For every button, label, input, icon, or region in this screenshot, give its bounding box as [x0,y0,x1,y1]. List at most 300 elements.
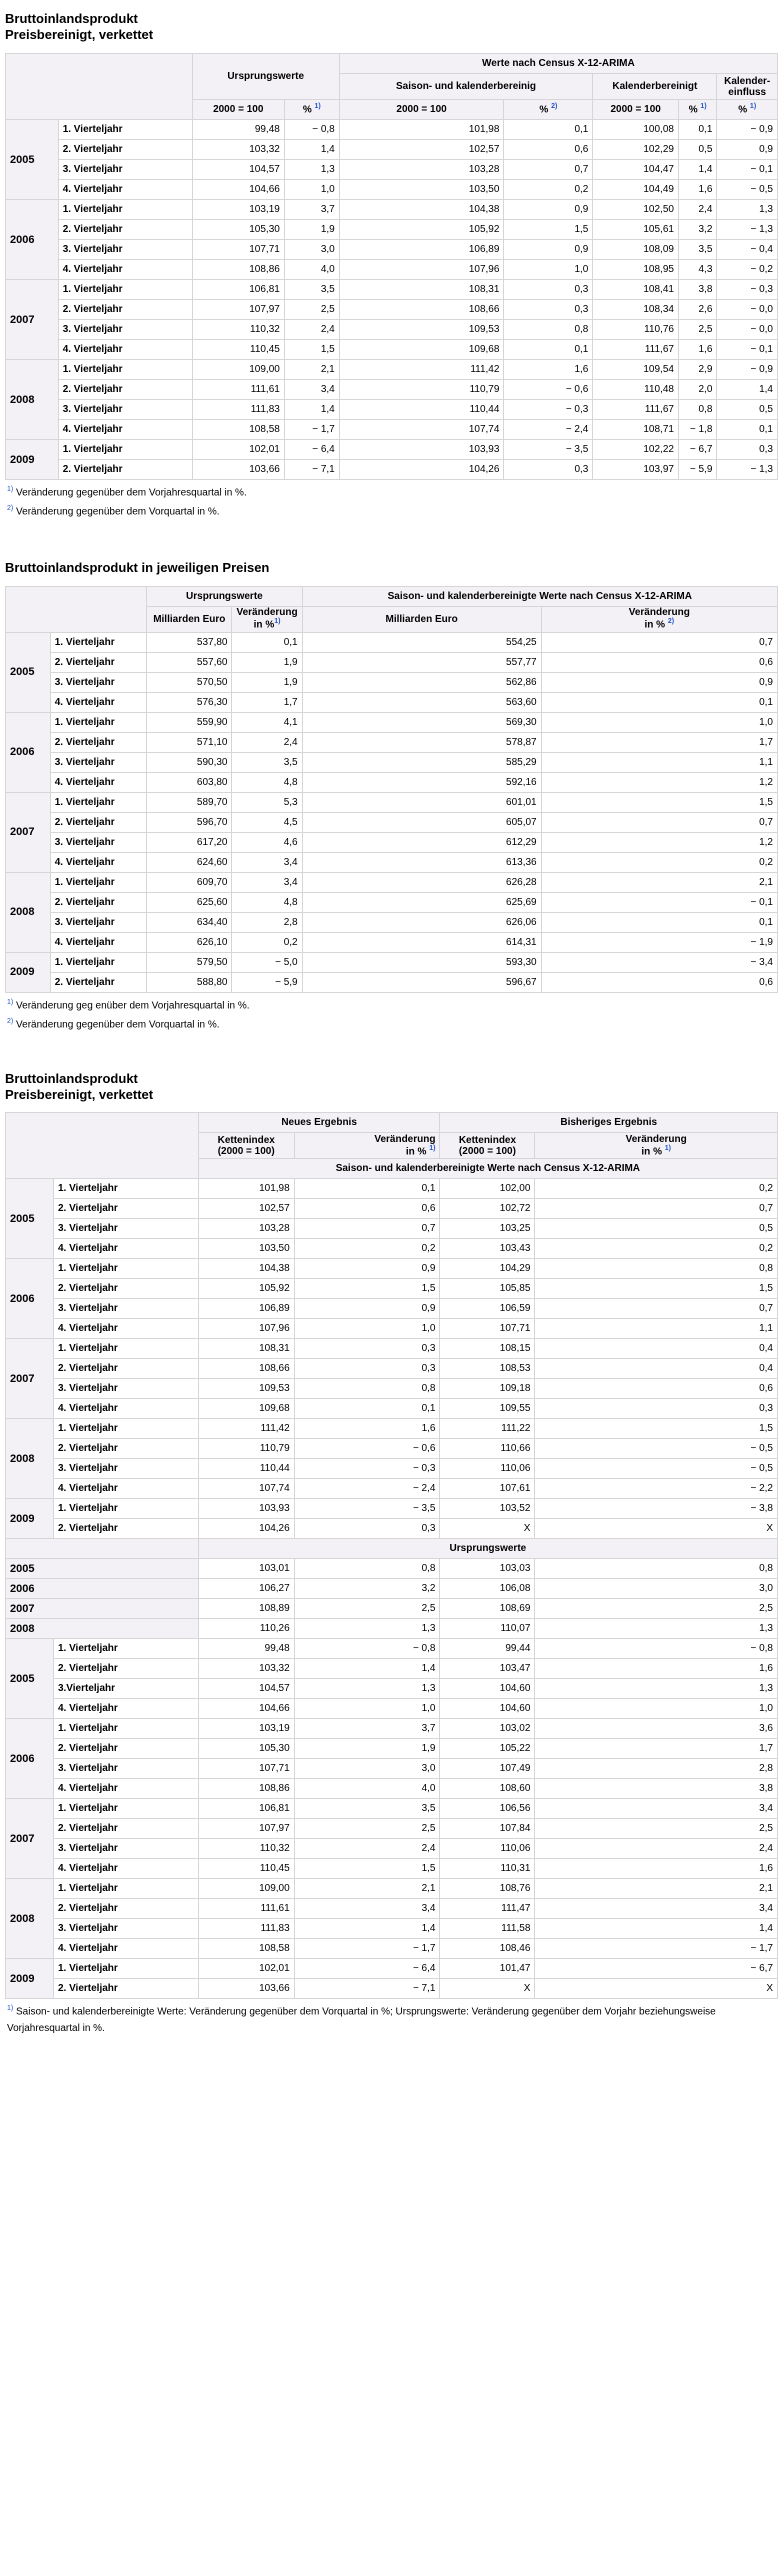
quarter-label: 2. Vierteljahr [53,1519,198,1539]
ursprung-mrd-cell: 588,80 [147,972,232,992]
neu-index-cell: 106,27 [198,1579,294,1599]
table-row [6,1619,778,1639]
quarter-label: 1. Vierteljahr [58,360,192,380]
ursprung-pct-cell: 1,7 [232,692,302,712]
bisher-index-cell: 107,71 [440,1319,535,1339]
unit-pct: % $^{1)}$ [678,100,716,120]
ursprung-mrd-cell: 570,50 [147,672,232,692]
kalender-pct-cell: 2,6 [678,300,716,320]
year-cell: 2009 [6,1959,54,1999]
neu-pct-cell: 3,4 [294,1899,440,1919]
table-row [6,932,778,952]
year-cell: 2005 [6,1639,54,1719]
neu-pct-cell: 2,4 [294,1839,440,1859]
quarter-label: 2. Vierteljahr [58,380,192,400]
neu-pct-cell: 4,0 [294,1779,440,1799]
kalender-pct-cell: 3,8 [678,280,716,300]
neu-pct-cell: 1,0 [294,1699,440,1719]
saison-index-cell: 110,44 [339,400,504,420]
year-cell: 2007 [6,280,59,360]
neu-index-cell: 110,79 [198,1439,294,1459]
kalender-index-cell: 110,48 [593,380,679,400]
table-row [6,792,778,812]
bisher-pct-cell: 2,8 [535,1759,778,1779]
kalender-index-cell: 108,41 [593,280,679,300]
kalender-index-cell: 105,61 [593,220,679,240]
year-cell: 2005 [6,1179,54,1259]
quarter-label: 4. Vierteljahr [53,1939,198,1959]
quarter-label: 3. Vierteljahr [50,912,146,932]
table-row [6,1599,778,1619]
kalender-pct-cell: 0,8 [678,400,716,420]
neu-index-cell: 103,28 [198,1219,294,1239]
table3-header-veraenderung: Veränderung in % $^{1)}$ [535,1133,778,1159]
neu-pct-cell: 1,4 [294,1659,440,1679]
bisher-index-cell: 108,46 [440,1939,535,1959]
neu-pct-cell: 1,9 [294,1739,440,1759]
bisher-pct-cell: − 2,2 [535,1479,778,1499]
quarter-label: 4. Vierteljahr [53,1319,198,1339]
neu-pct-cell: 0,3 [294,1519,440,1539]
table-row [6,1679,778,1699]
neu-index-cell: 99,48 [198,1639,294,1659]
quarter-label: 1. Vierteljahr [50,632,146,652]
bisher-pct-cell: 0,7 [535,1199,778,1219]
quarter-label: 2. Vierteljahr [50,652,146,672]
table-row [6,400,778,420]
kalender-index-cell: 111,67 [593,400,679,420]
year-cell: 2005 [6,632,51,712]
ursprung-mrd-cell: 557,60 [147,652,232,672]
year-cell: 2006 [6,1259,54,1339]
quarter-label: 3. Vierteljahr [58,400,192,420]
ursprung-pct-cell: 1,9 [284,220,339,240]
saison-index-cell: 102,57 [339,140,504,160]
saison-pct-cell: 0,1 [541,912,777,932]
bisher-index-cell: 103,43 [440,1239,535,1259]
quarter-label: 1. Vierteljahr [53,1959,198,1979]
table-row [6,240,778,260]
table-row [6,1199,778,1219]
table3-header-neu: Neues Ergebnis [198,1113,440,1133]
kalender-index-cell: 109,54 [593,360,679,380]
saison-pct-cell: 0,2 [541,852,777,872]
bisher-pct-cell: 0,4 [535,1359,778,1379]
quarter-label: 3. Vierteljahr [50,832,146,852]
saison-pct-cell: 1,5 [541,792,777,812]
table3-footnote-1: $^{1)}$ Saison- und kalenderbereinigte Werte: Veränderung gegenüber dem Vorquartal in %; Ursprungswerte: Veränderung gegenüber dem Vorjahr beziehungsweise Vorjahresquartal in %. [7,2005,716,2034]
table-row [6,260,778,280]
saison-mrd-cell: 585,29 [302,752,541,772]
kalender-pct-cell: 0,5 [678,140,716,160]
table1-footnote-1: $^{1)}$ Veränderung gegenüber dem Vorjahresquartal in %. [7,486,247,499]
quarter-label: 4. Vierteljahr [58,340,192,360]
kalender-index-cell: 108,09 [593,240,679,260]
table3-header-veraenderung: Veränderung in % $^{1)}$ [294,1133,440,1159]
neu-pct-cell: 1,6 [294,1419,440,1439]
bisher-index-cell: 101,47 [440,1959,535,1979]
quarter-label: 1. Vierteljahr [53,1419,198,1439]
ursprung-index-cell: 103,32 [192,140,284,160]
table-row [6,1399,778,1419]
year-cell: 2008 [6,872,51,952]
kalender-index-cell: 102,29 [593,140,679,160]
quarter-label: 1. Vierteljahr [58,200,192,220]
bisher-index-cell: 106,08 [440,1579,535,1599]
bisher-index-cell: 108,60 [440,1779,535,1799]
ursprung-pct-cell: 1,4 [284,140,339,160]
ursprung-pct-cell: 1,3 [284,160,339,180]
year-cell: 2006 [6,200,59,280]
neu-pct-cell: 2,5 [294,1599,440,1619]
ursprung-mrd-cell: 617,20 [147,832,232,852]
saison-mrd-cell: 596,67 [302,972,541,992]
ursprung-mrd-cell: 603,80 [147,772,232,792]
table2-header-veraenderung: Veränderung in % $^{2)}$ [541,606,777,632]
neu-pct-cell: 0,1 [294,1399,440,1419]
ursprung-index-cell: 107,97 [192,300,284,320]
quarter-label: 2. Vierteljahr [53,1659,198,1679]
saison-pct-cell: 1,0 [541,712,777,732]
ursprung-pct-cell: 5,3 [232,792,302,812]
bisher-pct-cell: 0,7 [535,1299,778,1319]
year-cell: 2008 [6,1879,54,1959]
saison-pct-cell: 2,1 [541,872,777,892]
bisher-pct-cell: 1,3 [535,1619,778,1639]
table1-header-census: Werte nach Census X-12-ARIMA [339,54,777,74]
bisher-index-cell: 102,72 [440,1199,535,1219]
table2-title: Bruttoinlandsprodukt in jeweiligen Preisen [5,559,270,575]
saison-pct-cell: 0,6 [504,140,593,160]
section-row [6,1539,778,1559]
table1-header-kalendereinfluss: Kalender- einfluss [717,74,778,100]
year-cell: 2007 [6,1339,54,1419]
saison-mrd-cell: 563,60 [302,692,541,712]
quarter-label: 2. Vierteljahr [53,1739,198,1759]
quarter-label: 3. Vierteljahr [53,1759,198,1779]
neu-pct-cell: 2,5 [294,1819,440,1839]
bisher-index-cell: 109,55 [440,1399,535,1419]
ursprung-index-cell: 102,01 [192,440,284,460]
table-row [6,1759,778,1779]
bisher-pct-cell: 0,6 [535,1379,778,1399]
bisher-index-cell: 103,25 [440,1219,535,1239]
unit-pct: % $^{1)}$ [284,100,339,120]
neu-index-cell: 111,83 [198,1919,294,1939]
ursprung-index-cell: 104,57 [192,160,284,180]
table-row [6,420,778,440]
ursprung-pct-cell: 0,2 [232,932,302,952]
bisher-pct-cell: 1,6 [535,1659,778,1679]
quarter-label: 3. Vierteljahr [53,1839,198,1859]
bisher-index-cell: 107,49 [440,1759,535,1779]
table2-header-milliarden: Milliarden Euro [302,606,541,632]
neu-index-cell: 105,92 [198,1279,294,1299]
bisher-pct-cell: 1,5 [535,1419,778,1439]
table-row [6,1879,778,1899]
table-row [6,1479,778,1499]
neu-index-cell: 110,32 [198,1839,294,1859]
table1-footnote-2: $^{2)}$ Veränderung gegenüber dem Vorquartal in %. [7,505,220,518]
neu-pct-cell: 0,8 [294,1379,440,1399]
quarter-label: 2. Vierteljahr [50,972,146,992]
table-row [6,1699,778,1719]
unit-pct: % $^{2)}$ [504,100,593,120]
saison-pct-cell: − 1,9 [541,932,777,952]
kalendereinfluss-cell: 1,3 [717,200,778,220]
saison-index-cell: 101,98 [339,120,504,140]
quarter-label: 1. Vierteljahr [50,872,146,892]
ursprung-mrd-cell: 537,80 [147,632,232,652]
quarter-label: 2. Vierteljahr [50,812,146,832]
table-row [6,1179,778,1199]
year-cell: 2006 [6,712,51,792]
bisher-pct-cell: 3,0 [535,1579,778,1599]
bisher-index-cell: 110,07 [440,1619,535,1639]
neu-index-cell: 109,53 [198,1379,294,1399]
ursprung-pct-cell: 4,1 [232,712,302,732]
saison-index-cell: 106,89 [339,240,504,260]
bisher-pct-cell: − 0,8 [535,1639,778,1659]
table1-subtitle: Preisbereinigt, verkettet [5,27,154,42]
bisher-index-cell: 108,53 [440,1359,535,1379]
ursprung-index-cell: 111,83 [192,400,284,420]
quarter-label: 3.Vierteljahr [53,1679,198,1699]
saison-pct-cell: 0,3 [504,300,593,320]
year-cell: 2006 [6,1719,54,1799]
table-row [6,1519,778,1539]
table1-header-ursprungswerte: Ursprungswerte [192,54,339,100]
quarter-label: 3. Vierteljahr [53,1219,198,1239]
year-cell: 2008 [6,1419,54,1499]
bisher-index-cell: 110,66 [440,1439,535,1459]
table-row [6,460,778,480]
table-row [6,832,778,852]
quarter-label: 4. Vierteljahr [53,1479,198,1499]
quarter-label: 2. Vierteljahr [50,892,146,912]
saison-index-cell: 111,42 [339,360,504,380]
kalender-index-cell: 110,76 [593,320,679,340]
ursprung-pct-cell: − 6,4 [284,440,339,460]
bisher-pct-cell: 0,8 [535,1559,778,1579]
quarter-label: 4. Vierteljahr [53,1859,198,1879]
kalender-pct-cell: − 5,9 [678,460,716,480]
saison-index-cell: 105,92 [339,220,504,240]
neu-index-cell: 108,86 [198,1779,294,1799]
neu-index-cell: 110,26 [198,1619,294,1639]
bisher-index-cell: 108,69 [440,1599,535,1619]
bisher-pct-cell: 3,4 [535,1899,778,1919]
quarter-label: 1. Vierteljahr [58,120,192,140]
quarter-label: 1. Vierteljahr [53,1179,198,1199]
neu-pct-cell: − 6,4 [294,1959,440,1979]
bisher-pct-cell: 1,5 [535,1279,778,1299]
saison-pct-cell: 1,6 [504,360,593,380]
ursprung-pct-cell: 2,5 [284,300,339,320]
neu-pct-cell: 3,7 [294,1719,440,1739]
table-row [6,1219,778,1239]
table-row [6,1459,778,1479]
bisher-index-cell: 103,47 [440,1659,535,1679]
saison-mrd-cell: 626,06 [302,912,541,932]
neu-pct-cell: 0,9 [294,1299,440,1319]
bisher-pct-cell: X [535,1519,778,1539]
bisher-pct-cell: 1,0 [535,1699,778,1719]
saison-mrd-cell: 614,31 [302,932,541,952]
saison-index-cell: 107,74 [339,420,504,440]
saison-index-cell: 110,79 [339,380,504,400]
table-row [6,280,778,300]
table-row [6,1639,778,1659]
saison-index-cell: 108,66 [339,300,504,320]
year-cell: 2007 [6,792,51,872]
table-row [6,1919,778,1939]
bisher-pct-cell: 3,8 [535,1779,778,1799]
saison-pct-cell: 1,7 [541,732,777,752]
table2-footnote-1: $^{1)}$ Veränderung geg enüber dem Vorjahresquartal in %. [7,998,250,1011]
table-row [6,672,778,692]
unit-index: 2000 = 100 [593,100,679,120]
saison-pct-cell: 0,9 [541,672,777,692]
saison-index-cell: 109,68 [339,340,504,360]
quarter-label: 1. Vierteljahr [50,952,146,972]
neu-pct-cell: 3,5 [294,1799,440,1819]
saison-pct-cell: − 0,6 [504,380,593,400]
bisher-pct-cell: 2,1 [535,1879,778,1899]
table-row [6,1499,778,1519]
neu-index-cell: 107,96 [198,1319,294,1339]
bisher-index-cell: 103,02 [440,1719,535,1739]
kalender-index-cell: 111,67 [593,340,679,360]
table1-real-gdp [5,53,778,480]
neu-pct-cell: − 7,1 [294,1979,440,1999]
bisher-index-cell: X [440,1519,535,1539]
quarter-label: 2. Vierteljahr [53,1279,198,1299]
bisher-pct-cell: 2,5 [535,1819,778,1839]
ursprung-pct-cell: 3,4 [232,852,302,872]
table-row [6,120,778,140]
year-cell: 2005 [6,120,59,200]
saison-pct-cell: 0,6 [541,972,777,992]
neu-index-cell: 111,42 [198,1419,294,1439]
bisher-pct-cell: 3,6 [535,1719,778,1739]
saison-pct-cell: 1,2 [541,772,777,792]
kalender-index-cell: 103,97 [593,460,679,480]
quarter-label: 2. Vierteljahr [58,300,192,320]
quarter-label: 4. Vierteljahr [58,420,192,440]
neu-index-cell: 108,31 [198,1339,294,1359]
ursprung-index-cell: 99,48 [192,120,284,140]
table2-header-milliarden: Milliarden Euro [147,606,232,632]
ursprung-pct-cell: 3,5 [232,752,302,772]
neu-index-cell: 108,66 [198,1359,294,1379]
neu-pct-cell: 3,0 [294,1759,440,1779]
table-row [6,1719,778,1739]
neu-pct-cell: 0,7 [294,1219,440,1239]
ursprung-mrd-cell: 571,10 [147,732,232,752]
saison-pct-cell: 0,9 [504,240,593,260]
table2-nominal-gdp [5,586,778,993]
ursprung-pct-cell: − 1,7 [284,420,339,440]
table-row [6,1279,778,1299]
table-row [6,1339,778,1359]
bisher-pct-cell: X [535,1979,778,1999]
quarter-label: 3. Vierteljahr [58,160,192,180]
table3-section-ursprungswerte: Ursprungswerte [198,1539,777,1559]
bisher-index-cell: 104,60 [440,1679,535,1699]
neu-index-cell: 107,97 [198,1819,294,1839]
year-cell: 2009 [6,440,59,480]
quarter-label: 2. Vierteljahr [58,140,192,160]
kalendereinfluss-cell: 0,5 [717,400,778,420]
bisher-index-cell: 102,00 [440,1179,535,1199]
kalendereinfluss-cell: 1,4 [717,380,778,400]
quarter-label: 3. Vierteljahr [53,1459,198,1479]
bisher-index-cell: 103,03 [440,1559,535,1579]
bisher-pct-cell: 1,3 [535,1679,778,1699]
saison-pct-cell: 0,2 [504,180,593,200]
unit-index: 2000 = 100 [192,100,284,120]
saison-pct-cell: 0,1 [541,692,777,712]
neu-index-cell: 103,93 [198,1499,294,1519]
kalender-pct-cell: 1,6 [678,180,716,200]
year-cell: 2009 [6,1499,54,1539]
year-cell: 2007 [6,1799,54,1879]
bisher-pct-cell: 0,4 [535,1339,778,1359]
saison-index-cell: 109,53 [339,320,504,340]
year-cell: 2006 [6,1579,199,1599]
saison-pct-cell: 0,3 [504,460,593,480]
kalender-pct-cell: 2,4 [678,200,716,220]
quarter-label: 3. Vierteljahr [50,752,146,772]
table-row [6,340,778,360]
table3-header-kettenindex: Kettenindex (2000 = 100) [198,1133,294,1159]
ursprung-index-cell: 103,19 [192,200,284,220]
table3-revision [5,1112,778,1999]
unit-index: 2000 = 100 [339,100,504,120]
saison-pct-cell: 1,0 [504,260,593,280]
table-row [6,200,778,220]
table1-header-kalender: Kalenderbereinigt [593,74,717,100]
kalender-pct-cell: 4,3 [678,260,716,280]
ursprung-pct-cell: 4,0 [284,260,339,280]
neu-index-cell: 103,01 [198,1559,294,1579]
bisher-index-cell: 106,59 [440,1299,535,1319]
ursprung-pct-cell: 3,7 [284,200,339,220]
quarter-label: 4. Vierteljahr [58,180,192,200]
ursprung-mrd-cell: 559,90 [147,712,232,732]
table3-header-kettenindex: Kettenindex (2000 = 100) [440,1133,535,1159]
bisher-index-cell: 106,56 [440,1799,535,1819]
table-row [6,812,778,832]
kalendereinfluss-cell: − 0,0 [717,300,778,320]
kalender-pct-cell: 3,5 [678,240,716,260]
neu-pct-cell: 1,3 [294,1619,440,1639]
kalender-pct-cell: 0,1 [678,120,716,140]
table-row [6,1899,778,1919]
table-row [6,872,778,892]
saison-pct-cell: 0,1 [504,120,593,140]
neu-index-cell: 103,66 [198,1979,294,1999]
bisher-index-cell: 110,06 [440,1459,535,1479]
table-row [6,1959,778,1979]
ursprung-mrd-cell: 625,60 [147,892,232,912]
kalendereinfluss-cell: − 0,4 [717,240,778,260]
table-row [6,180,778,200]
quarter-label: 4. Vierteljahr [50,692,146,712]
bisher-pct-cell: − 0,5 [535,1439,778,1459]
neu-pct-cell: 0,1 [294,1179,440,1199]
